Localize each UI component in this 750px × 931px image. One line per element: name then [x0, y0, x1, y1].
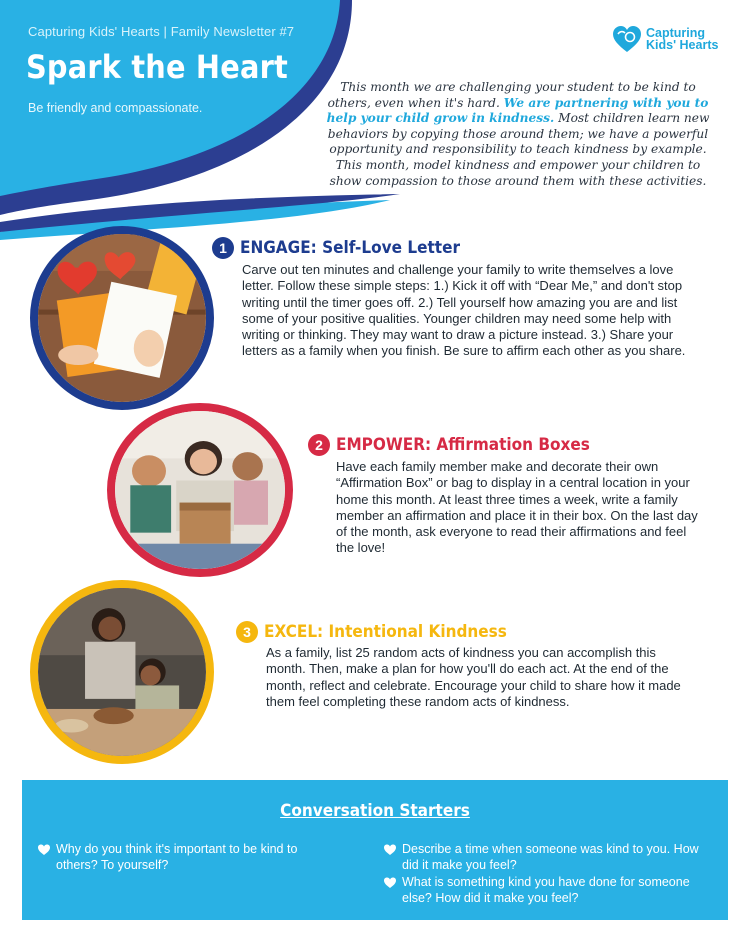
section-engage-heading — [212, 237, 460, 259]
section-excel-heading — [236, 621, 507, 643]
page-subtitle: Be friendly and compassionate. — [28, 101, 203, 115]
heart-bullet-icon — [384, 877, 396, 889]
section-title: EMPOWER: Affirmation Boxes — [336, 435, 590, 455]
section-number-badge: 1 — [212, 237, 234, 259]
section-engage-body: Carve out ten minutes and challenge your family to write themselves a love letter. Follow these simple steps: 1.) Kick it off with “Dear Me,” and don't stop writing until the timer goes off. 2.) Tell yourself how amazing you are and list some of your positive qualities. Younger children may need some help with writing or thinking. They may want to draw a picture instead. 3.) Share your letters as a family when you finish. Be sure to affirm each other as you share. — [242, 262, 686, 359]
heart-bullet-icon — [384, 844, 396, 856]
section-empower-heading — [308, 434, 590, 456]
heart-logo-icon — [612, 25, 642, 53]
conversation-question — [384, 842, 704, 873]
section-title: ENGAGE: Self-Love Letter — [240, 238, 460, 258]
section-number-badge: 3 — [236, 621, 258, 643]
conversation-starters-title: Conversation Starters — [280, 801, 470, 821]
conversation-question — [384, 875, 704, 906]
newsletter-series-label: Capturing Kids' Hearts | Family Newsletter #7 — [28, 24, 295, 39]
page-title: Spark the Heart — [26, 48, 288, 86]
logo-line-1: Capturing — [646, 26, 706, 40]
heart-bullet-icon — [38, 844, 50, 856]
photo-affirmation-box — [107, 403, 293, 577]
conversation-question — [38, 842, 338, 873]
section-number-badge: 2 — [308, 434, 330, 456]
logo-line-2: Kids' Hearts — [646, 38, 719, 52]
question-text: Why do you think it's important to be kind to others? To yourself? — [56, 842, 298, 872]
intro-highlight: We are partnering with you to help your child grow in kindness. — [326, 95, 709, 126]
section-excel-body: As a family, list 25 random acts of kindness you can accomplish this month. Then, make a plan for how you'll do each act. At the end of the month, reflect and celebrate. Encourage your child to share how it made them feel completing these random acts of kindness. — [266, 645, 681, 709]
intro-text-2: Most children learn new behaviors by copying those around them; we have a powerful opportunity and responsibility to teach kindness by example. This month, model kindness and empower your children to show compassion to those around them with these activities. — [327, 111, 710, 188]
photo-kindness-cooking — [30, 580, 214, 764]
section-empower-body: Have each family member make and decorate their own “Affirmation Box” or bag to display in a central location in your home this month. At least three times a week, write a family member an affirmation and place it in their box. On the last day of the month, ask everyone to read their affirmations and feel the love! — [336, 459, 698, 556]
question-text: What is something kind you have done for someone else? How did it make you feel? — [402, 875, 690, 905]
photo-love-letter — [30, 226, 214, 410]
intro-text-1: This month we are challenging your student to be kind to others, even when it's hard. — [327, 80, 696, 110]
capturing-kids-hearts-logo — [612, 22, 732, 56]
intro-paragraph — [318, 80, 718, 189]
question-text: Describe a time when someone was kind to you. How did it make you feel? — [402, 842, 699, 872]
conversation-starters-panel — [22, 780, 728, 920]
section-title: EXCEL: Intentional Kindness — [264, 622, 507, 642]
